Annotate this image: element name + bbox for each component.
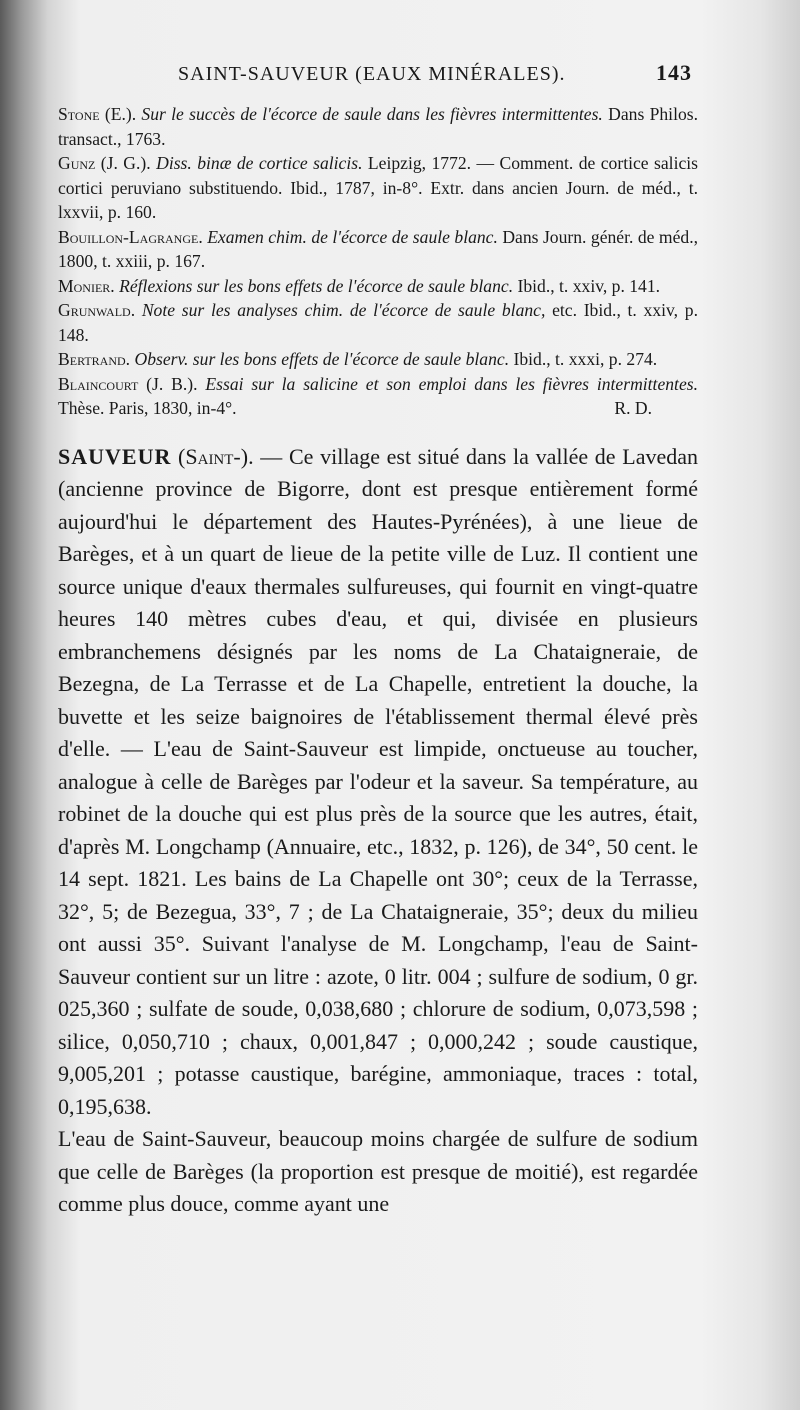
reference-title: Réflexions sur les bons effets de l'écorce de saule blanc. (114, 275, 514, 296)
reference-title: Diss. binæ de cortice salicis. (150, 153, 363, 173)
reference-title: Examen chim. de l'écorce de saule blanc. (202, 226, 498, 247)
reference-entry (58, 372, 698, 421)
reference-author: Stone (E.). (58, 104, 137, 124)
reference-entry (58, 347, 698, 372)
reference-author: Bouillon-Lagrange. (58, 226, 203, 247)
reference-details: Ibid., t. xxxi, p. 274. (509, 349, 658, 369)
article-headword: SAUVEUR (58, 443, 172, 469)
author-signature: R. D. (614, 398, 652, 418)
page-text (58, 60, 698, 1221)
reference-details: Dans Journ. génér. de méd., 1800, t. xxiii, p. 167. (58, 226, 699, 271)
reference-author: Bertrand. (58, 349, 131, 369)
reference-title: Sur le succès de l'écorce de saule dans les fièvres intermittentes. (136, 104, 603, 124)
reference-details: Leipzig, 1772. — Comment. de cortice salicis cortici peruviano substituendo. Ibid., 1787, in-8°. Extr. dans ancien Journ. de méd., t. lxxvii, p. 160. (58, 153, 699, 222)
article-headword-suffix: (Saint-). (171, 443, 254, 469)
reference-author: Grunwald. (58, 300, 136, 320)
reference-details: Ibid., t. xxiv, p. 141. (513, 275, 661, 296)
reference-entry (58, 102, 698, 151)
article-paragraph: L'eau de Saint-Sauveur, beaucoup moins chargée de sulfure de sodium que celle de Barèges (la proportion est presque de moitié), est regardée comme plus douce, comme ayant une (58, 1126, 698, 1216)
reference-author: Blaincourt (J. B.). (58, 373, 198, 394)
article-paragraph-text: — Ce village est situé dans la vallée de Lavedan (ancienne province de Bigorre, dont est presque entièrement formé aujourd'hui le département des Hautes-Pyrénées), à une lieue de Barèges, et à un quart de lieue de la petite ville de Luz. Il contient une source unique d'eaux thermales sulfureuses, qui fournit en vingt-quatre heures 140 mètres cubes d'eau, et qui, divisée en plusieurs embranchemens désignés par les noms de La Chataigneraie, de Bezegna, de La Terrasse et de La Chapelle, entretient la douche, la buvette et les seize baignoires de l'établissement thermal élevé près d'elle. — L'eau de Saint-Sauveur est limpide, onctueuse au toucher, analogue à celle de Barèges par l'odeur et la saveur. Sa température, au robinet de la douche qui est plus près de la source que les autres, était, d'après M. Longchamp (Annuaire, etc., 1832, p. 126), de 34°, 50 cent. le 14 sept. 1821. Les bains de La Chapelle ont 30°; ceux de la Terrasse, 32°, 5; de Bezegua, 33°, 7 ; de La Chataigneraie, 35°; deux du milieu ont aussi 35°. Suivant l'analyse de M. Longchamp, l'eau de Saint-Sauveur contient sur un litre : azote, 0 litr. 004 ; sulfure de sodium, 0 gr. 025,360 ; sulfate de soude, 0,038,680 ; chlorure de sodium, 0,073,598 ; silice, 0,050,710 ; chaux, 0,001,847 ; 0,000,242 ; soude caustique, 9,005,201 ; potasse caustique, barégine, ammoniaque, traces : total, 0,195,638. (58, 443, 698, 1119)
reference-title: Note sur les analyses chim. de l'écorce de saule blanc, (135, 300, 546, 320)
reference-entry (58, 274, 698, 299)
article (58, 441, 698, 1221)
reference-title: Essai sur la salicine et son emploi dans les fièvres intermittentes. (197, 373, 698, 394)
reference-details: etc. Ibid., t. xxiv, p. 148. (58, 300, 698, 345)
reference-entry (58, 151, 698, 225)
reference-author: Monier. (58, 275, 115, 296)
running-header (58, 60, 698, 96)
reference-entry (58, 298, 698, 347)
page-number: 143 (656, 60, 692, 85)
bibliography (58, 102, 698, 421)
article-paragraph (58, 441, 698, 1124)
running-title: SAINT-SAUVEUR (EAUX MINÉRALES). (178, 63, 566, 85)
reference-details: Dans Philos. transact., 1763. (58, 104, 698, 149)
reference-details: Thèse. Paris, 1830, in-4°. (58, 398, 237, 418)
reference-entry (58, 225, 698, 274)
reference-author: Gunz (J. G.). (58, 153, 151, 173)
reference-title: Observ. sur les bons effets de l'écorce de saule blanc. (130, 349, 510, 369)
